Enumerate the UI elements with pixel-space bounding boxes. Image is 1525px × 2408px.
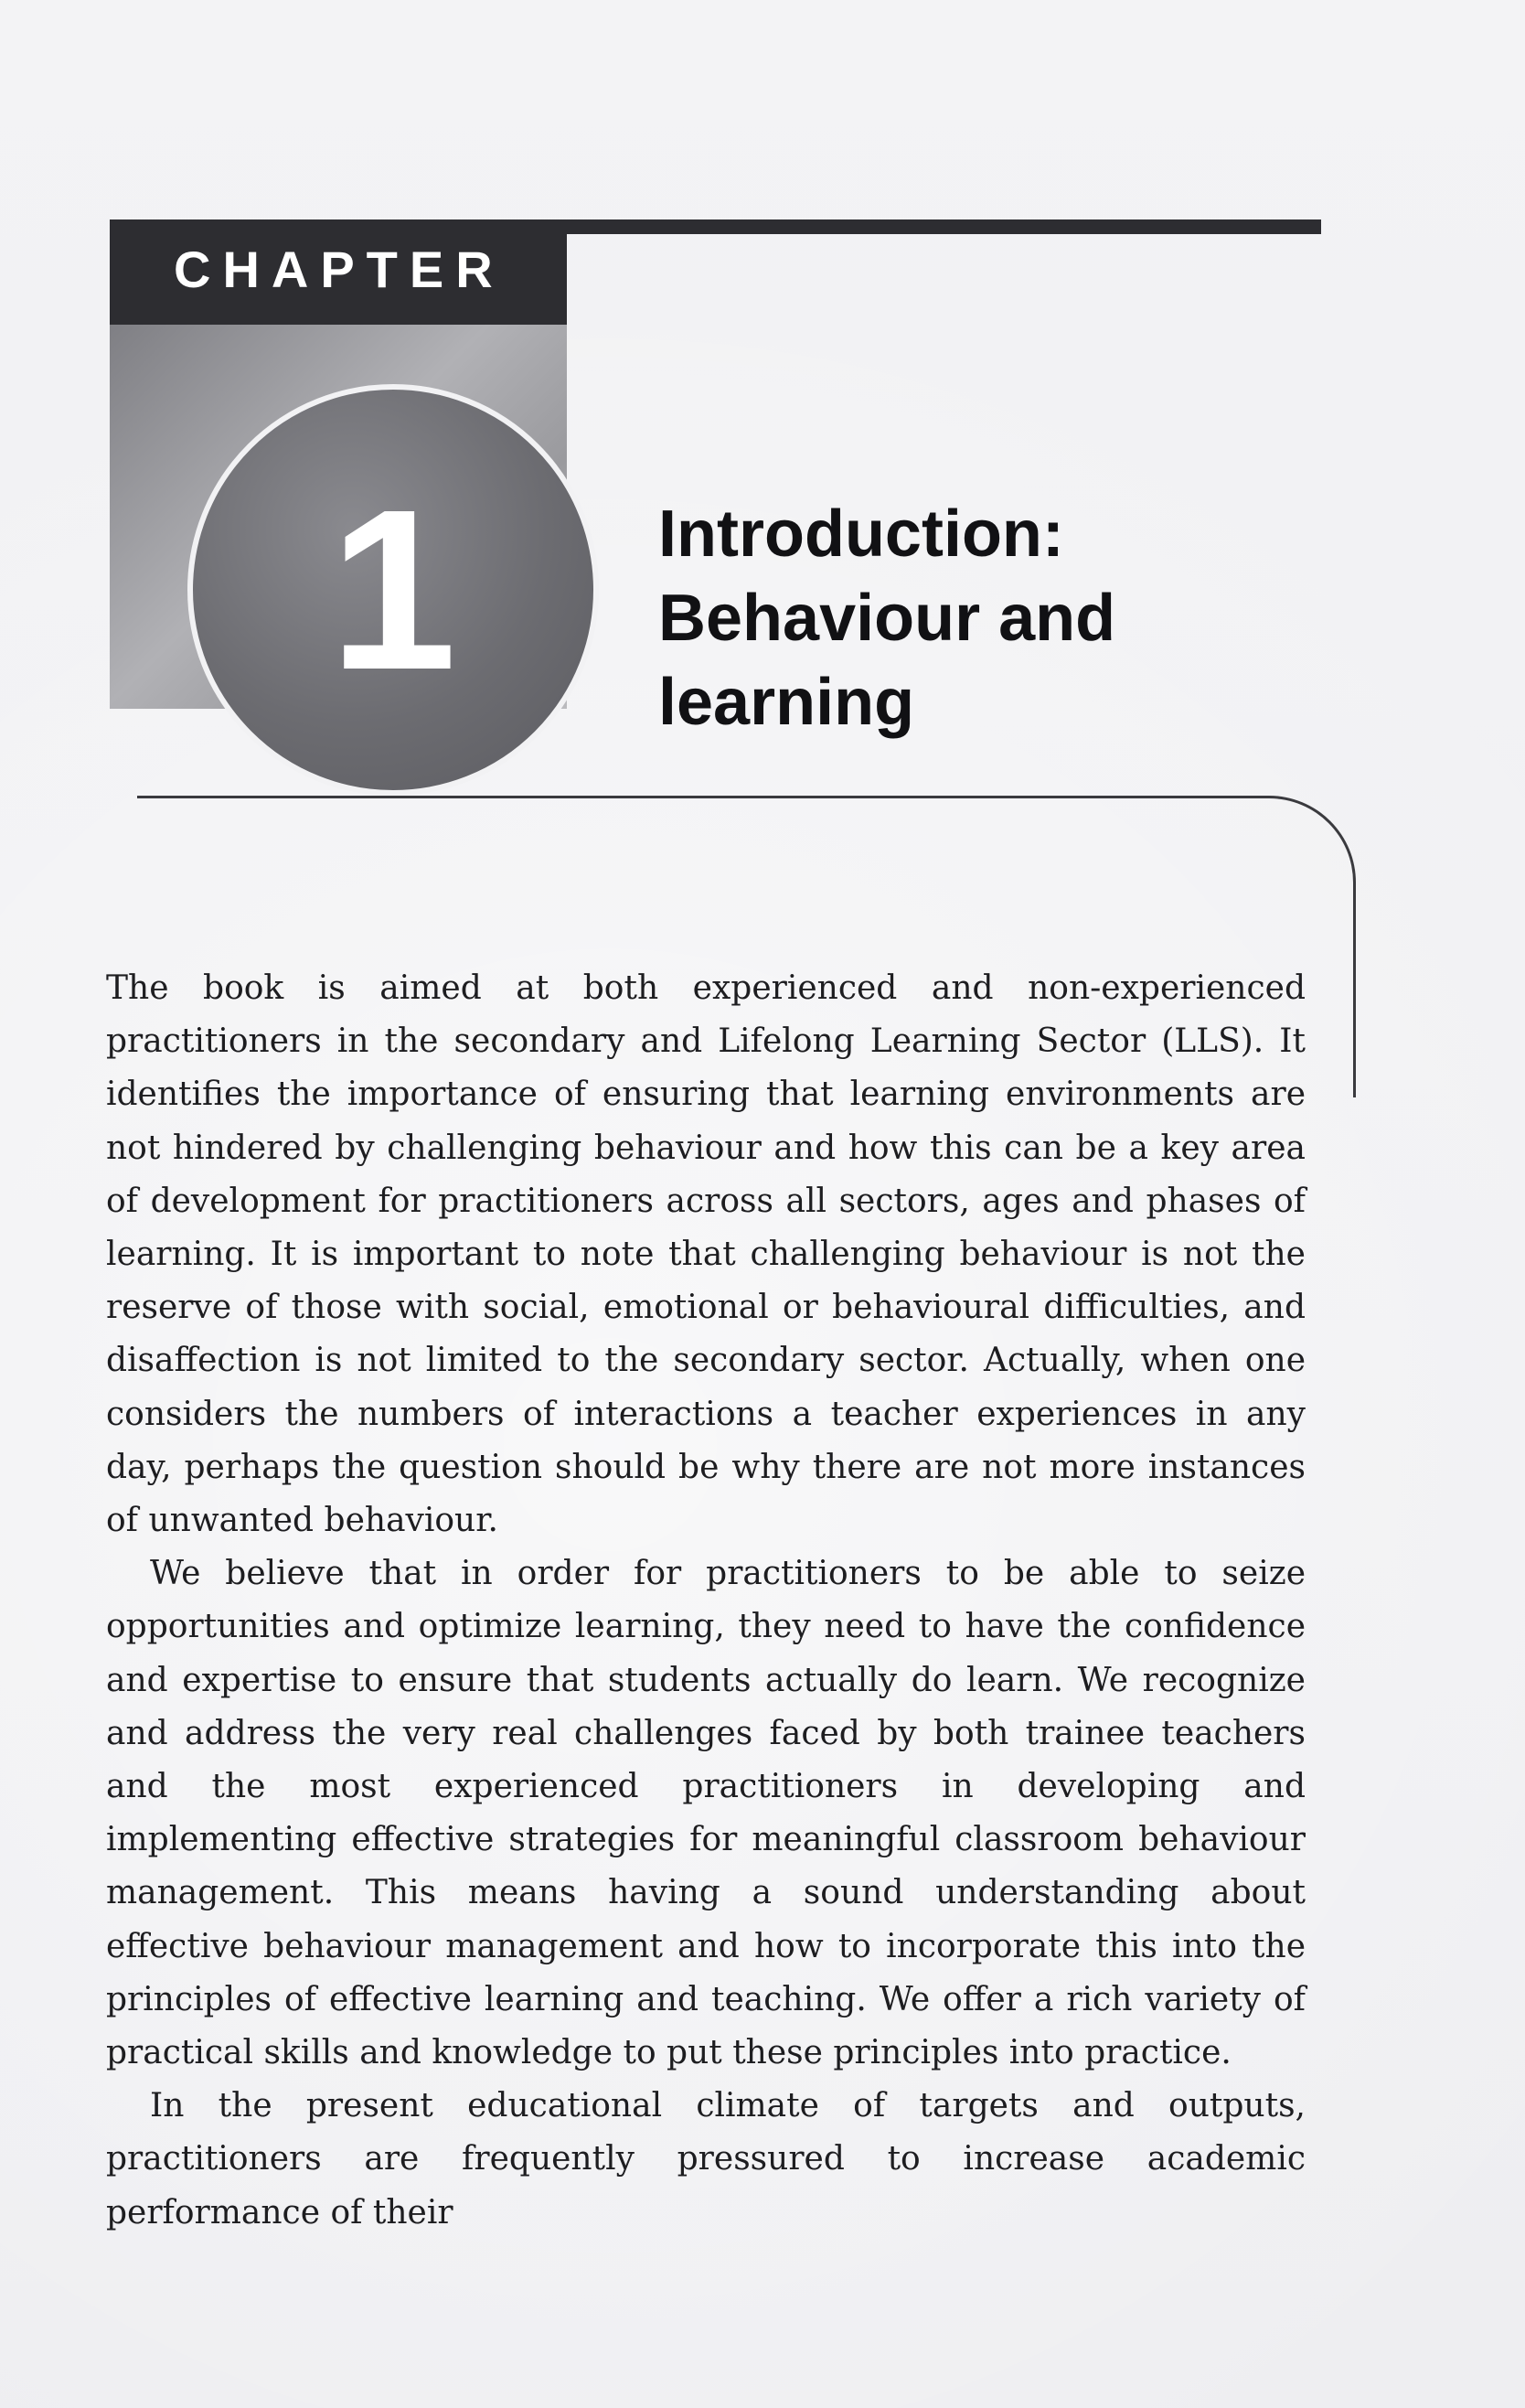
chapter-title-line-3: learning — [658, 666, 915, 739]
chapter-title-line-2: Behaviour and — [658, 582, 1116, 655]
chapter-label: CHAPTER — [174, 241, 505, 298]
chapter-number: 1 — [329, 462, 457, 717]
body-text — [106, 962, 1306, 2240]
chapter-title-line-1: Introduction: — [658, 498, 1064, 571]
paragraph-3: In the present educational climate of targets and outputs, practitioners are frequently pressured to increase academic performance of their — [106, 2087, 1306, 2231]
chapter-title — [658, 492, 1298, 744]
paragraph-1: The book is aimed at both experienced and non-experienced practitioners in the secondary and Lifelong Learning Sector (LLS). It identifies the importance of ensuring that learning environments are not hindered by challenging behaviour and how this can be a key area of development for practitioners across all sectors, ages and phases of learning. It is important to note that challenging behaviour is not the reserve of those with social, emotional or behavioural difficulties, and disaffection is not limited to the secondary sector. Actually, when one considers the numbers of interactions a teacher experiences in any day, perhaps the question should be why there are not more instances of unwanted behaviour. — [106, 969, 1306, 1540]
paragraph-2: We believe that in order for practitioners to be able to seize opportunities and optimize learning, they need to have the confidence and expertise to ensure that students actually do learn. We recognize and address the very real challenges faced by both trainee teachers and the most experienced practitioners in developing and implementing effective strategies for meaningful classroom behaviour management. This means having a sound understanding about effective behaviour management and how to incorporate this into the principles of effective learning and teaching. We offer a rich variety of practical skills and knowledge to put these principles into practice. — [106, 1555, 1306, 2072]
